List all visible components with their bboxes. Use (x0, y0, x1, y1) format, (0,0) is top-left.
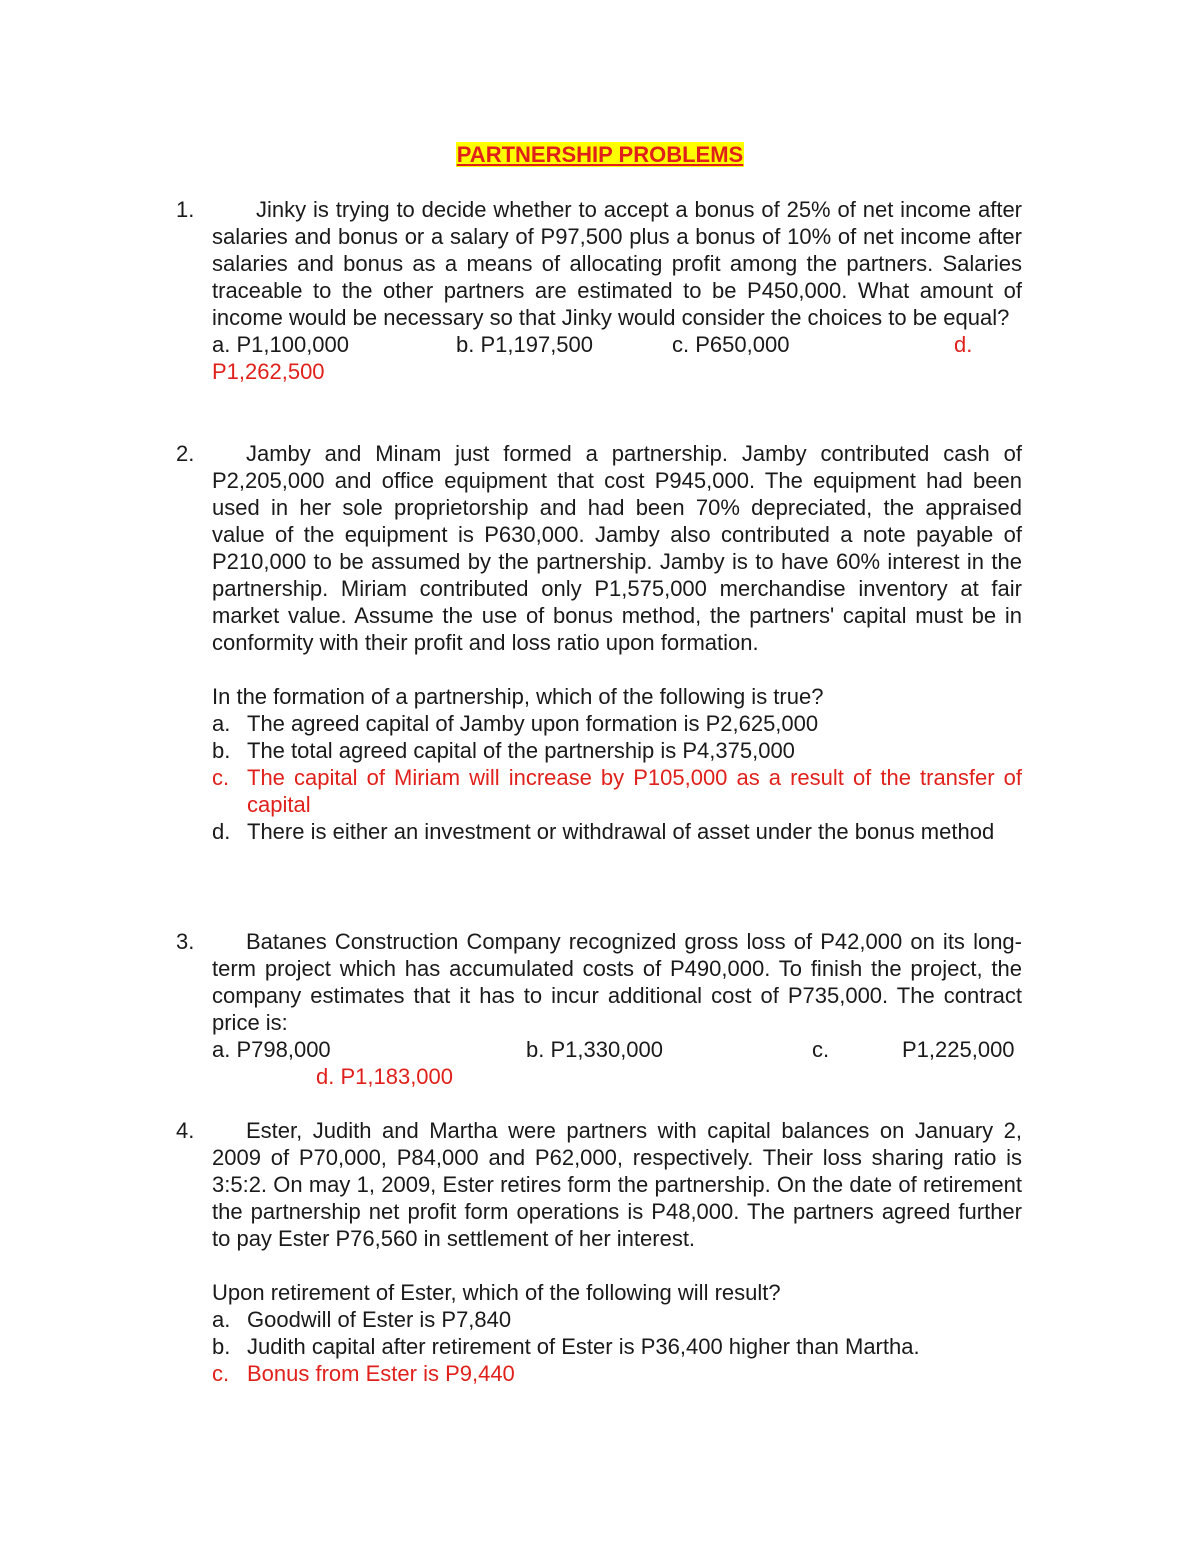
option-c-correct: c. Bonus from Ester is P9,440 (212, 1361, 515, 1386)
option-a: a. The agreed capital of Jamby upon formation is P2,625,000 (212, 711, 819, 736)
question-number: 4. (176, 1118, 195, 1143)
choice-c-label: c. (812, 1037, 830, 1062)
answer-choices-row (212, 331, 1022, 358)
question-number: 1. (176, 197, 195, 222)
question-4 (176, 1117, 1022, 1387)
document-title (0, 140, 1200, 170)
choice-d-correct: d. P1,183,000 (316, 1064, 454, 1089)
option-c-correct: c. The capital of Miriam will increase by P105,000 as a result of the transfer of capital (212, 765, 1022, 817)
answer-choices-row (212, 1036, 1022, 1063)
question-3 (176, 928, 1022, 1090)
choice-c-value: P1,225,000 (902, 1037, 1015, 1062)
question-1 (176, 196, 1022, 385)
option-b: b. The total agreed capital of the partnership is P4,375,000 (212, 738, 795, 763)
question-number: 2. (176, 441, 195, 466)
title-text: PARTNERSHIP PROBLEMS (456, 142, 744, 167)
choice-b: b. P1,197,500 (456, 332, 594, 357)
question-text: Ester, Judith and Martha were partners with capital balances on January 2, 2009 of P70,000, P84,000 and P62,000, respectively. Their loss sharing ratio is 3:5:2. On may 1, 2009, Ester retires form the partnership. On the date of retirement the partnership net profit form operations is P48,000. The partners agreed further to pay Ester P76,560 in settlement of her interest. (212, 1118, 1022, 1251)
question-text: Jamby and Minam just formed a partnership. Jamby contributed cash of P2,205,000 and office equipment that cost P945,000. The equipment had been used in her sole proprietorship and had been 70% depreciated, the appraised value of the equipment is P630,000. Jamby also contributed a note payable of P210,000 to be assumed by the partnership. Jamby is to have 60% interest in the partnership. Miriam contributed only P1,575,000 merchandise inventory at fair market value. Assume the use of bonus method, the partners' capital must be in conformity with their profit and loss ratio upon formation. (212, 441, 1022, 655)
question-text: Batanes Construction Company recognized gross loss of P42,000 on its long-term project which has accumulated costs of P490,000. To finish the project, the company estimates that it has to incur additional cost of P735,000. The contract price is: (212, 929, 1022, 1035)
question-text: Jinky is trying to decide whether to accept a bonus of 25% of net income after salaries and bonus or a salary of P97,500 plus a bonus of 10% of net income after salaries and bonus as a means of allocating profit among the partners. Salaries traceable to the other partners are estimated to be P450,000. What amount of income would be necessary so that Jinky would consider the choices to be equal? (212, 197, 1022, 330)
choice-d-correct: P1,262,500 (212, 359, 325, 384)
option-d: d. There is either an investment or withdrawal of asset under the bonus method (212, 819, 995, 844)
option-b: b. Judith capital after retirement of Ester is P36,400 higher than Martha. (212, 1334, 920, 1359)
choice-d-label: d. (954, 332, 973, 357)
option-a: a. Goodwill of Ester is P7,840 (212, 1307, 512, 1332)
question-prompt: Upon retirement of Ester, which of the following will result? (212, 1280, 781, 1305)
choice-c: c. P650,000 (672, 332, 790, 357)
question-2 (176, 440, 1022, 845)
question-prompt: In the formation of a partnership, which of the following is true? (212, 684, 824, 709)
choice-a: a. P1,100,000 (212, 332, 350, 357)
question-number: 3. (176, 929, 195, 954)
choice-a: a. P798,000 (212, 1037, 331, 1062)
choice-b: b. P1,330,000 (526, 1037, 664, 1062)
